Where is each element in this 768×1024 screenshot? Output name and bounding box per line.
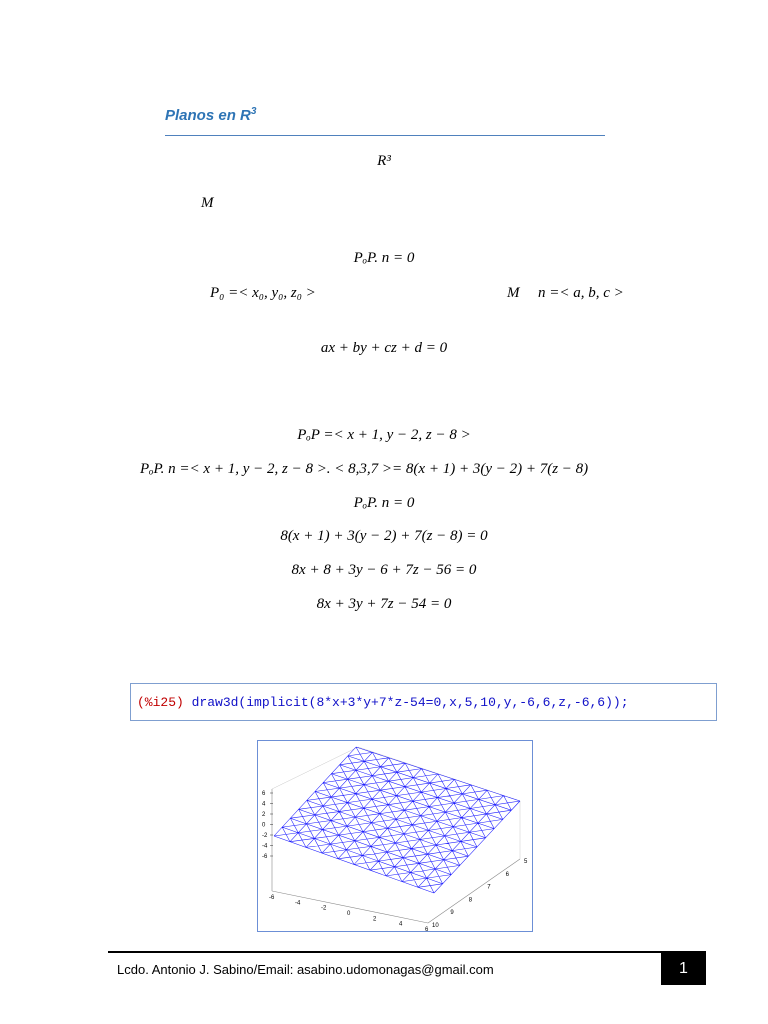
x-tick-label: -2: [321, 905, 327, 912]
dot-product: PₒP. n =< x + 1, y − 2, z − 8 >. < 8,3,7 >= 8(x + 1) + 3(y − 2) + 7(z − 8): [140, 461, 589, 477]
z-tick-label: 6: [262, 791, 266, 797]
normal-definition: n =< a, b, c >: [538, 285, 624, 301]
y-tick-label: 7: [487, 884, 491, 891]
y-tick-label: 9: [450, 910, 454, 917]
y-tick-label: 10: [432, 923, 439, 929]
x-tick-label: -4: [295, 900, 301, 907]
p0-definition: P₀ =< x₀, y₀, z₀ >: [210, 285, 316, 301]
footer-divider: [108, 951, 706, 953]
z-tick-label: 2: [262, 812, 266, 818]
z-tick-label: -4: [262, 843, 268, 850]
y-tick-label: 8: [468, 897, 473, 904]
plane-condition: PₒP. n = 0: [353, 250, 415, 266]
y-tick-label: 5: [524, 859, 528, 865]
z-tick-label: -6: [262, 854, 268, 860]
plane-mesh: [274, 747, 520, 893]
z-tick-label: 4: [262, 801, 266, 808]
m-symbol: M: [201, 195, 214, 211]
general-equation: ax + by + cz + d = 0: [320, 340, 448, 356]
heading-underline: [165, 135, 605, 136]
expanded-equation-1: 8(x + 1) + 3(y − 2) + 7(z − 8) = 0: [280, 528, 488, 544]
z-tick-label: 0: [262, 822, 266, 829]
r3-symbol: R³: [377, 153, 391, 169]
footer-author: Lcdo. Antonio J. Sabino/Email: asabino.udomonagas@gmail.com: [117, 962, 494, 977]
x-tick-label: 4: [399, 921, 403, 928]
section-heading: Planos en $R^3$: [165, 106, 257, 124]
draw3d-command: draw3d(implicit(8*x+3*y+7*z-54=0,x,5,10,y,-6,6,z,-6,6));: [191, 695, 629, 710]
plane-mesh-plot: [258, 741, 533, 932]
y-tick-label: 6: [505, 871, 509, 878]
3d-plot: [257, 740, 533, 932]
x-tick-label: 2: [373, 916, 377, 923]
x-tick-label: 6: [425, 927, 429, 933]
plane-condition-2: PₒP. n = 0: [353, 495, 415, 511]
x-tick-label: -6: [269, 895, 275, 901]
expanded-equation-2: 8x + 8 + 3y − 6 + 7z − 56 = 0: [291, 562, 477, 578]
input-label: (%i25): [137, 695, 184, 710]
m-symbol-2: M: [507, 285, 520, 301]
maxima-code: [137, 695, 629, 710]
final-equation: 8x + 3y + 7z − 54 = 0: [316, 596, 452, 612]
z-tick-label: -2: [262, 833, 268, 839]
page-number: 1: [661, 953, 706, 985]
x-tick-label: 0: [347, 911, 351, 917]
maxima-input-cell[interactable]: [130, 683, 717, 721]
vector-pop: PₒP =< x + 1, y − 2, z − 8 >: [297, 427, 471, 443]
